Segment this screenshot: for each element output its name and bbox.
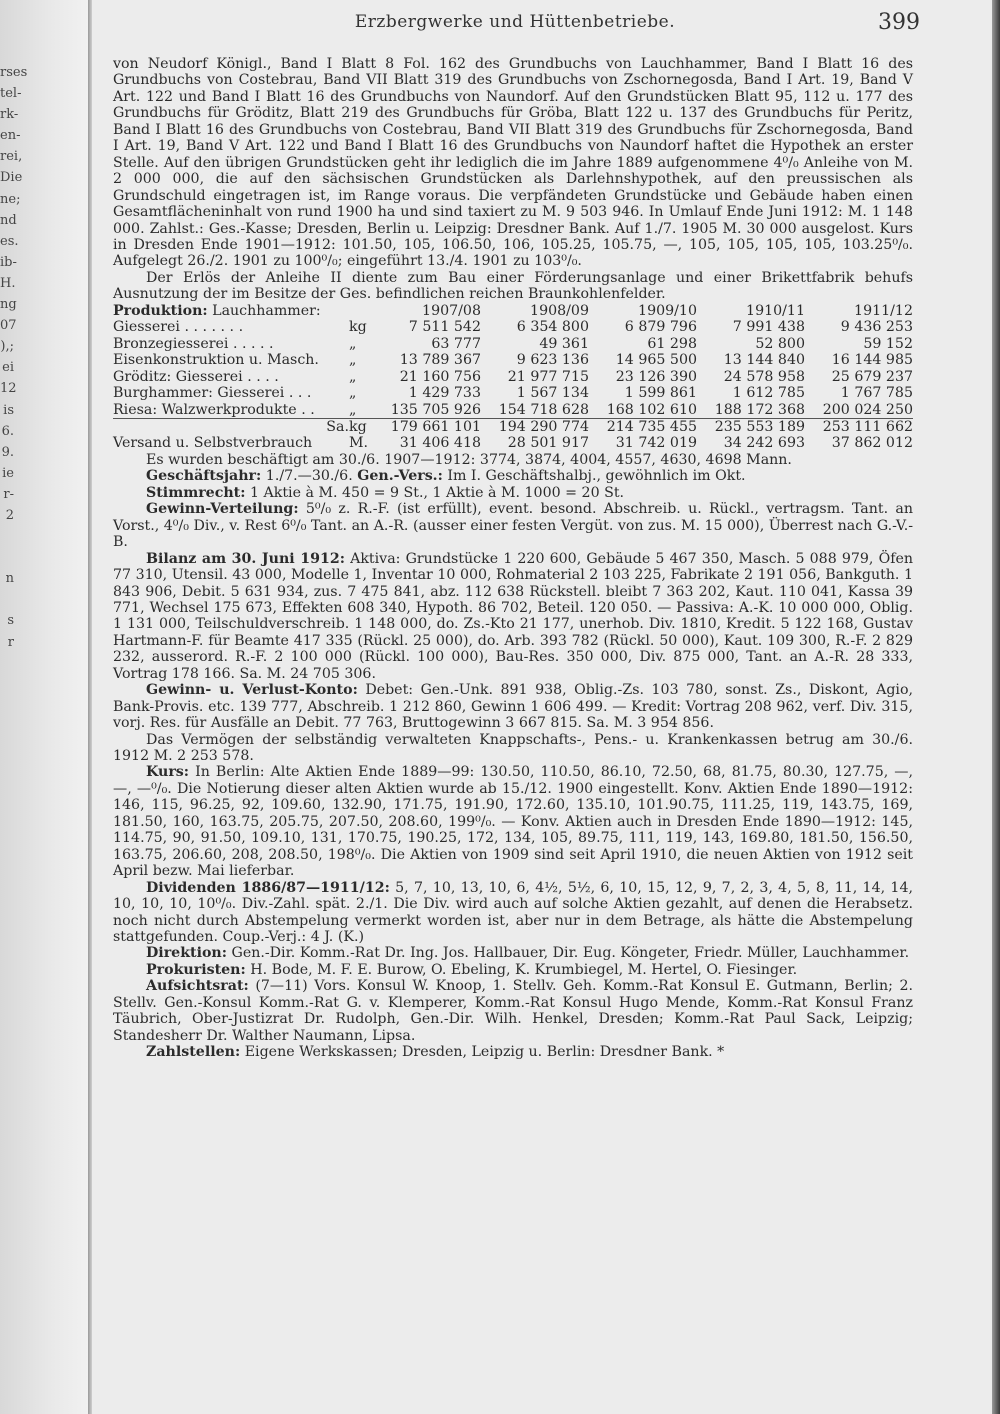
margin-fragment: 12: [0, 381, 17, 397]
margin-fragment: 2: [5, 507, 14, 523]
row-value: 179 661 101: [373, 418, 481, 435]
paragraph-text: 1 Aktie à M. 450 = 9 St., 1 Aktie à M. 1000 = 20 St.: [245, 484, 625, 501]
row-value: 49 361: [539, 335, 589, 352]
paragraph-lead: Zahlstellen:: [146, 1044, 241, 1061]
paragraph-lead: Stimmrecht:: [146, 484, 246, 501]
row-value: 194 290 774: [481, 418, 589, 435]
margin-fragment: [0, 589, 14, 610]
book-gutter: [88, 0, 92, 1414]
row-value: 24 578 958: [723, 368, 805, 385]
paragraph-lead: Geschäftsjahr:: [146, 468, 262, 485]
margin-fragment: es.: [0, 233, 19, 249]
margin-fragment: is: [3, 402, 14, 418]
paragraph-text: Es wurden beschäftigt am 30./6. 1907—1912: 3774, 3874, 4004, 4557, 4630, 4698 Mann.: [146, 451, 792, 468]
paragraph-lead: Dividenden 1886/87—1911/12:: [146, 879, 390, 896]
production-place: Lauchhammer:: [212, 302, 321, 319]
year-header: 1911/12: [854, 302, 913, 319]
paragraph-lead: Bilanz am 30. Juni 1912:: [146, 550, 345, 567]
paragraph-text: 5, 7, 10, 13, 10, 6, 4½, 5½, 6, 10, 15, 12, 9, 7, 2, 3, 4, 5, 8, 11, 14, 14, 10, 10, 10, 10⁰/₀. Div.-Zahl. spät. 2./1. Die Div. wird auch auf solche Aktien gezahlt, auf denen die Herabsetz. noch nicht durch Abstempelung vermerkt worden ist, aber nur in dem Betrage, als hätte die Abstempelung stattgefunden. Coup.-Verj.: 4 J. (K.): [113, 879, 913, 946]
page-number: 399: [878, 10, 920, 35]
row-label: Burghammer: Giesserei . . .: [113, 385, 312, 402]
margin-fragment: rk-: [0, 107, 19, 123]
margin-fragment: ie: [2, 465, 14, 481]
paragraph-lead: Gewinn- u. Verlust-Konto:: [146, 682, 358, 699]
row-unit: „: [349, 368, 357, 385]
row-label: Riesa: Walzwerkprodukte . .: [113, 401, 315, 418]
detail-paragraph: [113, 732, 913, 765]
paragraph-text: In Berlin: Alte Aktien Ende 1889—99: 130.50, 110.50, 86.10, 72.50, 68, 81.75, 80.30, 127.75, —, —, —⁰/₀. Die Notierung dieser alten Aktien wurde ab 15./12. 1900 eingestellt. Konv. Aktien Ende 1890—1912: 146, 115, 96.25, 92, 109.60, 132.90, 171.75, 191.90, 172.60, 135.10, 101.90.75, 111.25, 119, 143.75, 169, 181.50, 160, 163.75, 205.75, 207.50, 208.60, 199⁰/₀. — Konv. Aktien auch in Dresden Ende 1890—1912: 145, 114.75, 90, 91.50, 109.10, 131, 170.75, 190.25, 172, 134, 105, 89.75, 111, 119, 143, 169.80, 181.50, 156.50, 163.75, 206.60, 208, 208.50, 198⁰/₀. Die Aktien von 1909 sind seit April 1910, die neuen Aktien von 1912 seit April bezw. Mai lieferbar.: [113, 764, 913, 880]
paragraph-text: (7—11) Vors. Konsul W. Knoop, 1. Stellv. Geh. Komm.-Rat Konsul E. Gutmann, Berlin; 2. Stellv. Gen.-Konsul Komm.-Rat G. v. Klemperer, Komm.-Rat Konsul Hugo Mende, Komm.-Rat Konsul Franz Täubrich, Ober-Justizrat Dr. Rudolph, Gen.-Dir. Wilh. Henkel, Dresden; Komm.-Rat Paul Sack, Leipzig; Standesherr Dr. Walther Naumann, Lipsa.: [113, 978, 913, 1044]
paragraph-text: 5⁰/₀ z. R.-F. (ist erfüllt), event. besond. Abschreib. u. Rückl., vertragsm. Tant. an Vorst., 4⁰/₀ Div., v. Rest 6⁰/₀ Tant. an A.-R. (ausser einer festen Vergüt. von zus. M. 15 000), Überrest nach G.-V.-B.: [113, 501, 913, 551]
detail-paragraph: [113, 501, 913, 550]
row-value: 14 965 500: [615, 352, 697, 369]
production-row: [113, 352, 913, 368]
margin-fragment: 9.: [1, 444, 14, 460]
row-value: 16 144 985: [831, 352, 913, 369]
detail-paragraph: [113, 452, 913, 468]
row-value: 34 242 693: [723, 435, 805, 452]
margin-fragment: 6.: [1, 423, 14, 439]
detail-paragraph: [113, 880, 913, 946]
row-value: 21 160 756: [399, 368, 481, 385]
paragraph-lead: Aufsichtsrat:: [146, 978, 249, 995]
row-value: 1 599 861: [624, 385, 697, 402]
margin-fragment: en-: [0, 128, 21, 144]
paragraph-anleihe: von Neudorf Königl., Band I Blatt 8 Fol. 162 des Grundbuchs von Lauchhammer, Band I Blatt 16 des Grundbuchs von Costebrau, Band VII Blatt 319 des Grundbuchs von Zschornegosda, Band I Art. 19, Band V Art. 122 und Band I Blatt 16 des Grundbuchs von Naundorf. Auf den Grundstücken Blatt 95, 112 u. 177 des Grundbuchs für Gröditz, Blatt 219 des Grundbuchs für Gröba, Blatt 122 u. 137 des Grundbuchs für Peritz, Band I Blatt 16 des Grundbuchs von Costebrau, Band VII Blatt 319 des Grundbuchs für Zschornegosda, Band I Art. 19, Band V Art. 122 und Band I Blatt 16 des Grundbuchs von Naundorf haftet die Hypothek an erster Stelle. Auf den übrigen Grundstücken geht ihr lediglich die im Jahre 1889 aufgenommene 4⁰/₀ Anleihe von M. 2 000 000, die auf den sächsischen Grundstücken als Darlehnshypothek, auf den preussischen als Grundschuld eingetragen ist, im Range voraus. Die verpfändeten Grundstücke und Gebäude haben einen Gesamtflächeninhalt von rund 1900 ha und sind taxiert zu M. 9 503 946. In Umlauf Ende Juni 1912: M. 1 148 000. Zahlst.: Ges.-Kasse; Dresden, Berlin u. Leipzig: Dresdner Bank. Auf 1./7. 1905 M. 30 000 ausgelost. Kurs in Dresden Ende 1901—1912: 101.50, 105, 106.50, 106, 105.25, 105.75, —, 105, 105, 105, 105, 103.25⁰/₀. Aufgelegt 26./2. 1901 zu 100⁰/₀; eingeführt 13./4. 1901 zu 103⁰/₀.: [113, 56, 913, 270]
production-table: [113, 303, 913, 452]
row-label: Sa.: [113, 418, 349, 435]
margin-fragment: ei: [2, 360, 14, 376]
year-header: 1907/08: [422, 302, 481, 319]
row-value: 13 789 367: [399, 352, 481, 369]
row-value: 188 172 368: [714, 401, 805, 418]
company-details: [113, 452, 913, 1061]
detail-paragraph: [113, 485, 913, 501]
margin-fragment: s: [7, 613, 14, 629]
production-heading: [113, 303, 349, 319]
detail-paragraph: [113, 978, 913, 1044]
row-value: 9 623 136: [516, 352, 589, 369]
margin-fragment: rses: [0, 65, 28, 80]
row-value: 25 679 237: [831, 368, 913, 385]
year-header: 1908/09: [530, 302, 589, 319]
margin-fragment: n: [5, 571, 14, 587]
detail-paragraph: [113, 682, 913, 731]
row-value: 135 705 926: [390, 401, 481, 418]
row-value: 52 800: [755, 335, 805, 352]
row-value: 235 553 189: [697, 418, 805, 435]
production-header-row: [113, 303, 913, 319]
margin-fragment: ),;: [0, 339, 14, 355]
paragraph-text: 1./7.—30./6.: [261, 468, 358, 485]
paragraph-lead: Direktion:: [146, 945, 227, 962]
row-value: 59 152: [863, 335, 913, 352]
row-unit: „: [349, 401, 357, 418]
margin-fragment: [0, 526, 14, 547]
margin-fragment: 07: [0, 318, 17, 334]
paragraph-lead: Gen.-Vers.:: [357, 468, 443, 485]
row-value: 31 742 019: [615, 435, 697, 452]
margin-fragment: ne;: [0, 191, 21, 207]
row-value: 253 111 662: [805, 418, 913, 435]
row-value: 7 511 542: [408, 319, 481, 336]
production-table-block: [113, 303, 913, 452]
paragraph-text: Debet: Gen.-Unk. 891 938, Oblig.-Zs. 103 780, sonst. Zs., Diskont, Agio, Bank-Provis. etc. 139 777, Abschreib. 1 212 860, Gewinn 1 606 499. — Kredit: Vortrag 208 962, verf. Div. 315, vorj. Res. für Ausfälle an Debit. 77 763, Bruttogewinn 3 667 815. Sa. M. 3 954 856.: [113, 682, 913, 732]
row-value: 63 777: [431, 335, 481, 352]
paragraph-lead: Prokuristen:: [146, 961, 246, 978]
previous-page-margin-fragments: [0, 62, 28, 653]
row-unit: kg: [349, 418, 373, 435]
row-value: 154 718 628: [498, 401, 589, 418]
row-value: 9 436 253: [840, 319, 913, 336]
margin-fragment: [0, 547, 14, 568]
margin-fragment: tel-: [0, 86, 22, 102]
page-header: [110, 10, 920, 36]
production-row: [113, 385, 913, 401]
production-row: [113, 336, 913, 352]
row-label: Versand u. Selbstverbrauch: [113, 435, 313, 452]
margin-fragment: r-: [3, 486, 14, 502]
row-value: 61 298: [647, 335, 697, 352]
margin-fragment: Die: [0, 170, 23, 186]
paragraph-lead: Gewinn-Verteilung:: [146, 501, 299, 518]
row-unit: „: [349, 352, 357, 369]
detail-paragraph: [113, 962, 913, 978]
detail-paragraph: [113, 1044, 913, 1060]
margin-fragment: ib-: [0, 254, 17, 270]
row-label: Giesserei . . . . . . .: [113, 319, 244, 336]
paragraph-text: Gen.-Dir. Komm.-Rat Dr. Ing. Jos. Hallbauer, Dir. Eug. Köngeter, Friedr. Müller, Lauchhammer.: [226, 945, 910, 962]
margin-fragment: r: [7, 634, 14, 650]
margin-fragment: H.: [0, 275, 16, 291]
paragraph-text: H. Bode, M. F. E. Burow, O. Ebeling, K. Krumbiegel, M. Hertel, O. Fiesinger.: [245, 961, 798, 978]
row-value: 200 024 250: [822, 401, 913, 418]
paragraph-text: Eigene Werkskassen; Dresden, Leipzig u. Berlin: Dresdner Bank. *: [240, 1044, 725, 1061]
row-unit: „: [349, 335, 357, 352]
detail-paragraph: [113, 551, 913, 683]
margin-fragment: ng: [0, 297, 17, 313]
detail-paragraph: [113, 764, 913, 879]
row-value: 37 862 012: [831, 435, 913, 452]
detail-paragraph: [113, 945, 913, 961]
right-page-edge: [992, 0, 1000, 1414]
production-sum-row: [113, 418, 913, 435]
row-unit: kg: [349, 319, 367, 336]
row-value: 6 354 800: [516, 319, 589, 336]
row-value: 1 567 134: [516, 385, 589, 402]
running-title: Erzbergwerke und Hüttenbetriebe.: [354, 12, 676, 32]
row-value: 168 102 610: [606, 401, 697, 418]
row-value: 13 144 840: [723, 352, 805, 369]
row-value: 31 406 418: [399, 435, 481, 452]
production-row: [113, 402, 913, 419]
row-value: 1 767 785: [840, 385, 913, 402]
row-value: 6 879 796: [624, 319, 697, 336]
row-value: 7 991 438: [732, 319, 805, 336]
row-label: Gröditz: Giesserei . . . .: [113, 368, 279, 385]
margin-fragment: nd: [0, 212, 17, 228]
paragraph-text: Aktiva: Grundstücke 1 220 600, Gebäude 5 467 350, Masch. 5 088 979, Öfen 77 310, Utensil. 43 000, Modelle 1, Inventar 10 000, Rohmaterial 2 103 225, Fabrikate 2 191 056, Bankguth. 1 843 906, Debit. 5 631 934, zus. 7 475 841, abz. 112 638 Rückstell. bleibt 7 363 202, Kaut. 110 041, Kassa 39 771, Wechsel 175 673, Effekten 608 340, Hypoth. 86 702, Beteil. 120 050. — Passiva: A.-K. 10 000 000, Oblig. 1 131 000, Teilschuldverschreib. 1 148 000, do. Zs.-Kto 21 177, unerhob. Div. 1810, Kredit. 5 122 168, Gustav Hartmann-F. für Beamte 417 335 (Rückl. 25 000), do. Arb. 393 782 (Rückl. 50 000), Kaut. 109 300, R.-F. 2 829 232, ausserord. R.-F. 2 100 000 (Rückl. 100 000), Bau-Res. 350 000, Div. 875 000, Tant. an A.-R. 28 333, Vortrag 178 166. Sa. M. 24 705 306.: [113, 550, 914, 682]
production-row: [113, 319, 913, 335]
row-unit: M.: [349, 435, 369, 452]
row-value: 214 735 455: [589, 418, 697, 435]
detail-paragraph: [113, 468, 913, 484]
paragraph-erloes: Der Erlös der Anleihe II diente zum Bau einer Förderungsanlage und einer Brikettfabrik behufs Ausnutzung der im Besitze der Ges. befindlichen reichen Braunkohlenfelder.: [113, 269, 913, 303]
paragraph-lead: Kurs:: [146, 764, 190, 781]
paragraph-text: Im I. Geschäftshalbj., gewöhnlich im Okt.: [442, 468, 746, 485]
row-value: 1 612 785: [732, 385, 805, 402]
production-row: [113, 369, 913, 385]
row-label: Bronzegiesserei . . . . .: [113, 335, 274, 352]
row-value: 23 126 390: [615, 368, 697, 385]
margin-fragment: rei,: [0, 149, 23, 165]
versand-row: [113, 435, 913, 451]
production-label: Produktion:: [113, 302, 208, 319]
year-header: 1909/10: [638, 302, 697, 319]
row-value: 28 501 917: [507, 435, 589, 452]
row-value: 21 977 715: [507, 368, 589, 385]
row-value: 1 429 733: [408, 385, 481, 402]
paragraph-text: Das Vermögen der selbständig verwalteten Knappschafts-, Pens.- u. Krankenkassen betrug am 30./6. 1912 M. 2 253 578.: [113, 731, 913, 765]
row-label: Eisenkonstruktion u. Masch.: [113, 352, 319, 369]
row-unit: „: [349, 385, 357, 402]
year-header: 1910/11: [746, 302, 805, 319]
page-body: [113, 56, 913, 1061]
